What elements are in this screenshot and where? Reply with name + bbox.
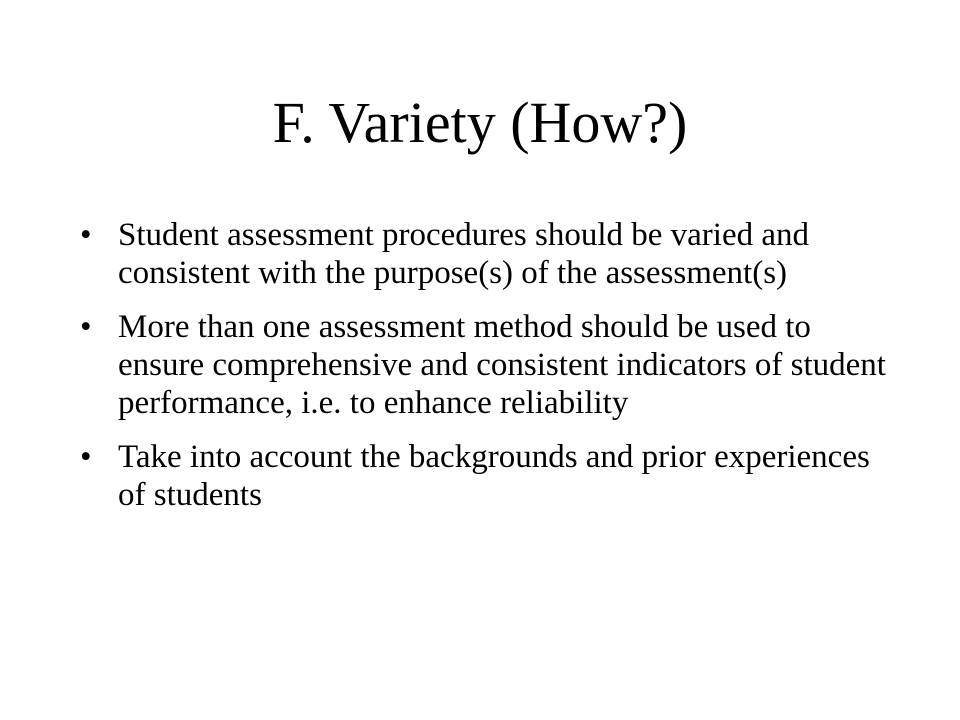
bullet-item — [72, 438, 902, 514]
bullet-text: More than one assessment method should be used to ensure comprehensive and consistent indicators of student performance, i.e. to enhance reliability — [118, 309, 886, 421]
bullet-icon: • — [80, 217, 92, 253]
slide-title: F. Variety (How?) — [272, 90, 688, 155]
bullet-item — [72, 308, 902, 422]
bullet-icon: • — [80, 439, 92, 475]
bullet-text: Student assessment procedures should be varied and consistent with the purpose(s) of the assessment(s) — [118, 217, 810, 291]
bullet-icon: • — [80, 309, 92, 345]
bullet-text: Take into account the backgrounds and prior experiences of students — [118, 439, 870, 513]
bullet-item — [72, 216, 902, 292]
bullet-list — [72, 216, 902, 530]
